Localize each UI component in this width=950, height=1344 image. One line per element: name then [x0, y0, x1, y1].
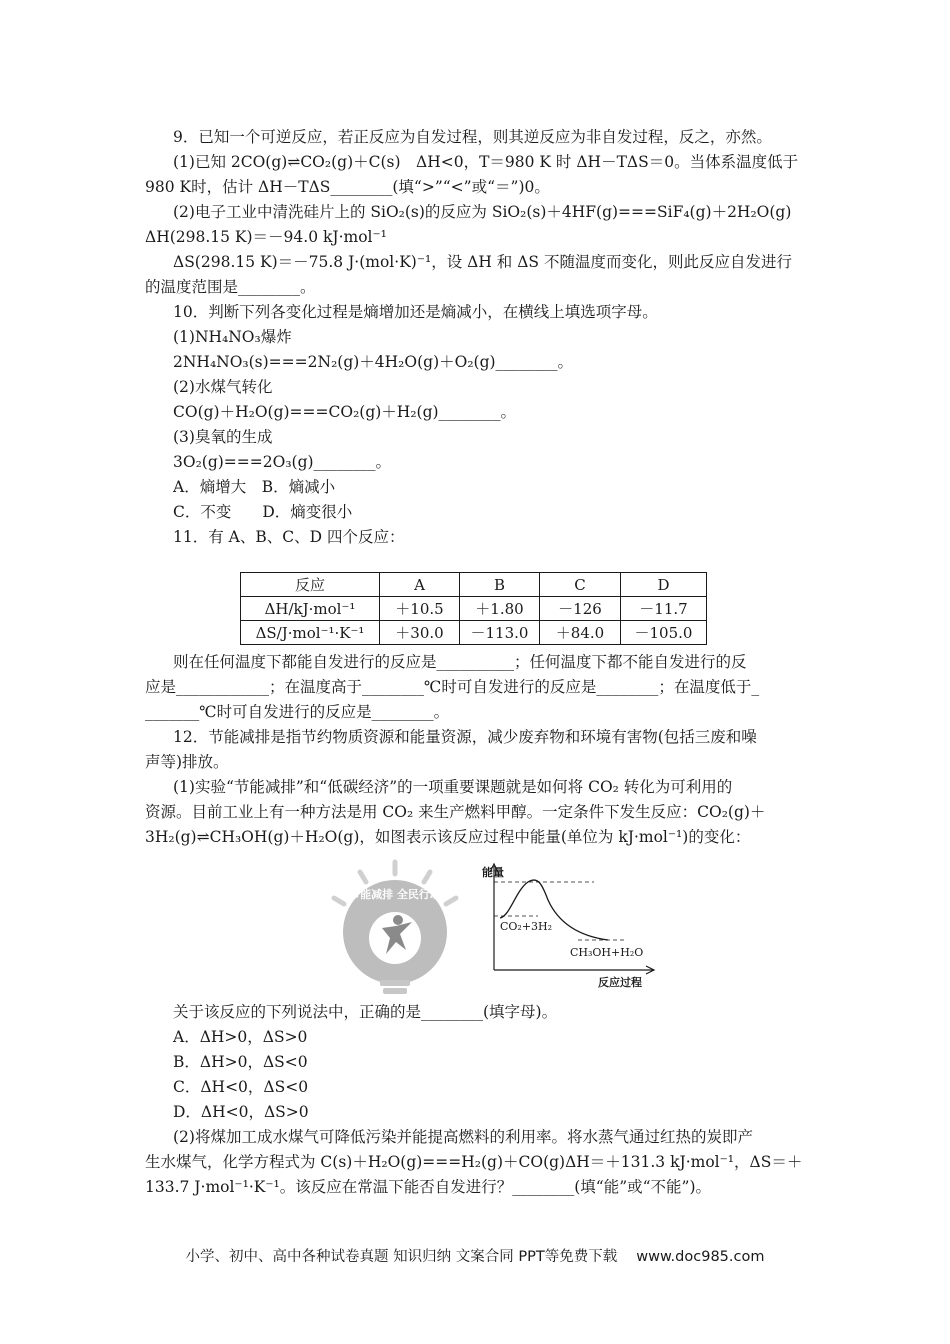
- table-header-cell: 反应: [241, 573, 380, 597]
- q10-options-ab: A．熵增大 B．熵减小: [173, 478, 336, 496]
- table-cell: ΔS/J·mol⁻¹·K⁻¹: [241, 621, 380, 645]
- q10-part3-eq: 3O₂(g)===2O₃(g)________。: [173, 453, 392, 471]
- page-footer: 小学、初中、高中各种试卷真题 知识归纳 文案合同 PPT等免费下载 www.doc985.com: [185, 1249, 765, 1265]
- q10-intro: 10．判断下列各变化过程是熵增加还是熵减小，在横线上填选项字母。: [173, 303, 658, 321]
- q9-part2-cont: 的温度范围是________。: [145, 278, 316, 296]
- x-axis-label: 反应过程: [598, 976, 642, 989]
- q12-part2: (2)将煤加工成水煤气可降低污染并能提高燃料的利用率。将水蒸气通过红热的炭即产: [173, 1128, 753, 1146]
- table-cell: ΔH/kJ·mol⁻¹: [241, 597, 380, 621]
- q12-option-c: C．ΔH<0，ΔS<0: [173, 1078, 309, 1096]
- table-cell: －126: [540, 597, 621, 621]
- table-header-row: [241, 573, 707, 597]
- table-header-cell: D: [621, 573, 707, 597]
- reaction-table: [240, 572, 707, 645]
- table-cell: ＋30.0: [380, 621, 460, 645]
- table-row: [241, 621, 707, 645]
- q9-part2-ds: ΔS(298.15 K)＝－75.8 J·(mol·K)⁻¹，设 ΔH 和 ΔS 不随温度而变化，则此反应自发进行: [173, 253, 792, 271]
- q11-intro: 11．有 A、B、C、D 四个反应：: [173, 528, 405, 546]
- q12-part2-cont2: 133.7 J·mol⁻¹·K⁻¹。该反应在常温下能否自发进行？________(填“能”或“不能”)。: [145, 1178, 712, 1196]
- q12-option-d: D．ΔH<0，ΔS>0: [173, 1103, 309, 1121]
- q12-part1: (1)实验“节能减排”和“低碳经济”的一项重要课题就是如何将 CO₂ 转化为可利用的: [173, 778, 733, 796]
- q12-part1-cont2: 3H₂(g)⇌CH₃OH(g)＋H₂O(g)，如图表示该反应过程中能量(单位为 kJ·mol⁻¹)的变化：: [145, 828, 751, 846]
- energy-diagram: [478, 860, 658, 990]
- q10-part2-eq: CO(g)＋H₂O(g)===CO₂(g)＋H₂(g)________。: [173, 403, 517, 421]
- q12-intro-cont: 声等)排放。: [145, 753, 229, 771]
- table-cell: －113.0: [460, 621, 540, 645]
- q12-part2-cont1: 生水煤气，化学方程式为 C(s)＋H₂O(g)===H₂(g)＋CO(g)ΔH＝＋131.3 kJ·mol⁻¹，ΔS＝＋: [145, 1153, 803, 1171]
- q10-part3: (3)臭氧的生成: [173, 428, 273, 446]
- table-header-cell: A: [380, 573, 460, 597]
- q12-option-a: A．ΔH>0，ΔS>0: [173, 1028, 308, 1046]
- q10-part1-eq: 2NH₄NO₃(s)===2N₂(g)＋4H₂O(g)＋O₂(g)________。: [173, 353, 574, 371]
- q9-intro: 9．已知一个可逆反应，若正反应为自发过程，则其逆反应为非自发过程，反之，亦然。: [173, 128, 772, 146]
- table-cell: －105.0: [621, 621, 707, 645]
- table-header-cell: C: [540, 573, 621, 597]
- q11-question-line2: 应是____________；在温度高于________℃时可自发进行的反应是________；在温度低于_: [145, 678, 760, 696]
- products-label: CH₃OH+H₂O: [570, 946, 644, 959]
- q9-part1-cont: 980 K时，估计 ΔH－TΔS________(填“>”“<”或“＝”)0。: [145, 178, 550, 196]
- table-row: [241, 597, 707, 621]
- q10-options-cd: C．不变 D．熵变很小: [173, 503, 353, 521]
- q11-question-line1: 则在任何温度下都能自发进行的反应是__________；任何温度下都不能自发进行的反: [173, 653, 747, 671]
- q11-question-line3: _______℃时可自发进行的反应是________。: [145, 703, 450, 721]
- table-cell: ＋10.5: [380, 597, 460, 621]
- q9-part1: (1)已知 2CO(g)⇌CO₂(g)＋C(s) ΔH<0，T＝980 K 时 ΔH－TΔS＝0。当体系温度低于: [173, 153, 799, 171]
- q10-part2: (2)水煤气转化: [173, 378, 273, 396]
- logo-text: 节能减排 全民行动: [349, 888, 441, 901]
- energy-saving-logo: [320, 858, 470, 998]
- q12-part1-cont1: 资源。目前工业上有一种方法是用 CO₂ 来生产燃料甲醇。一定条件下发生反应：CO₂(g)＋: [145, 803, 766, 821]
- q9-part2-dh: ΔH(298.15 K)＝－94.0 kJ·mol⁻¹: [145, 228, 387, 246]
- q9-part2: (2)电子工业中清洗硅片上的 SiO₂(s)的反应为 SiO₂(s)＋4HF(g)===SiF₄(g)＋2H₂O(g): [173, 203, 792, 221]
- table-cell: －11.7: [621, 597, 707, 621]
- q12-question: 关于该反应的下列说法中，正确的是________(填字母)。: [173, 1003, 558, 1021]
- q12-intro: 12．节能减排是指节约物质资源和能量资源，减少废弃物和环境有害物(包括三废和噪: [173, 728, 757, 746]
- reactants-label: CO₂+3H₂: [500, 920, 553, 933]
- table-header-cell: B: [460, 573, 540, 597]
- table-cell: ＋84.0: [540, 621, 621, 645]
- q12-option-b: B．ΔH>0，ΔS<0: [173, 1053, 308, 1071]
- y-axis-label: 能量: [482, 866, 504, 879]
- table-cell: ＋1.80: [460, 597, 540, 621]
- q10-part1: (1)NH₄NO₃爆炸: [173, 328, 292, 346]
